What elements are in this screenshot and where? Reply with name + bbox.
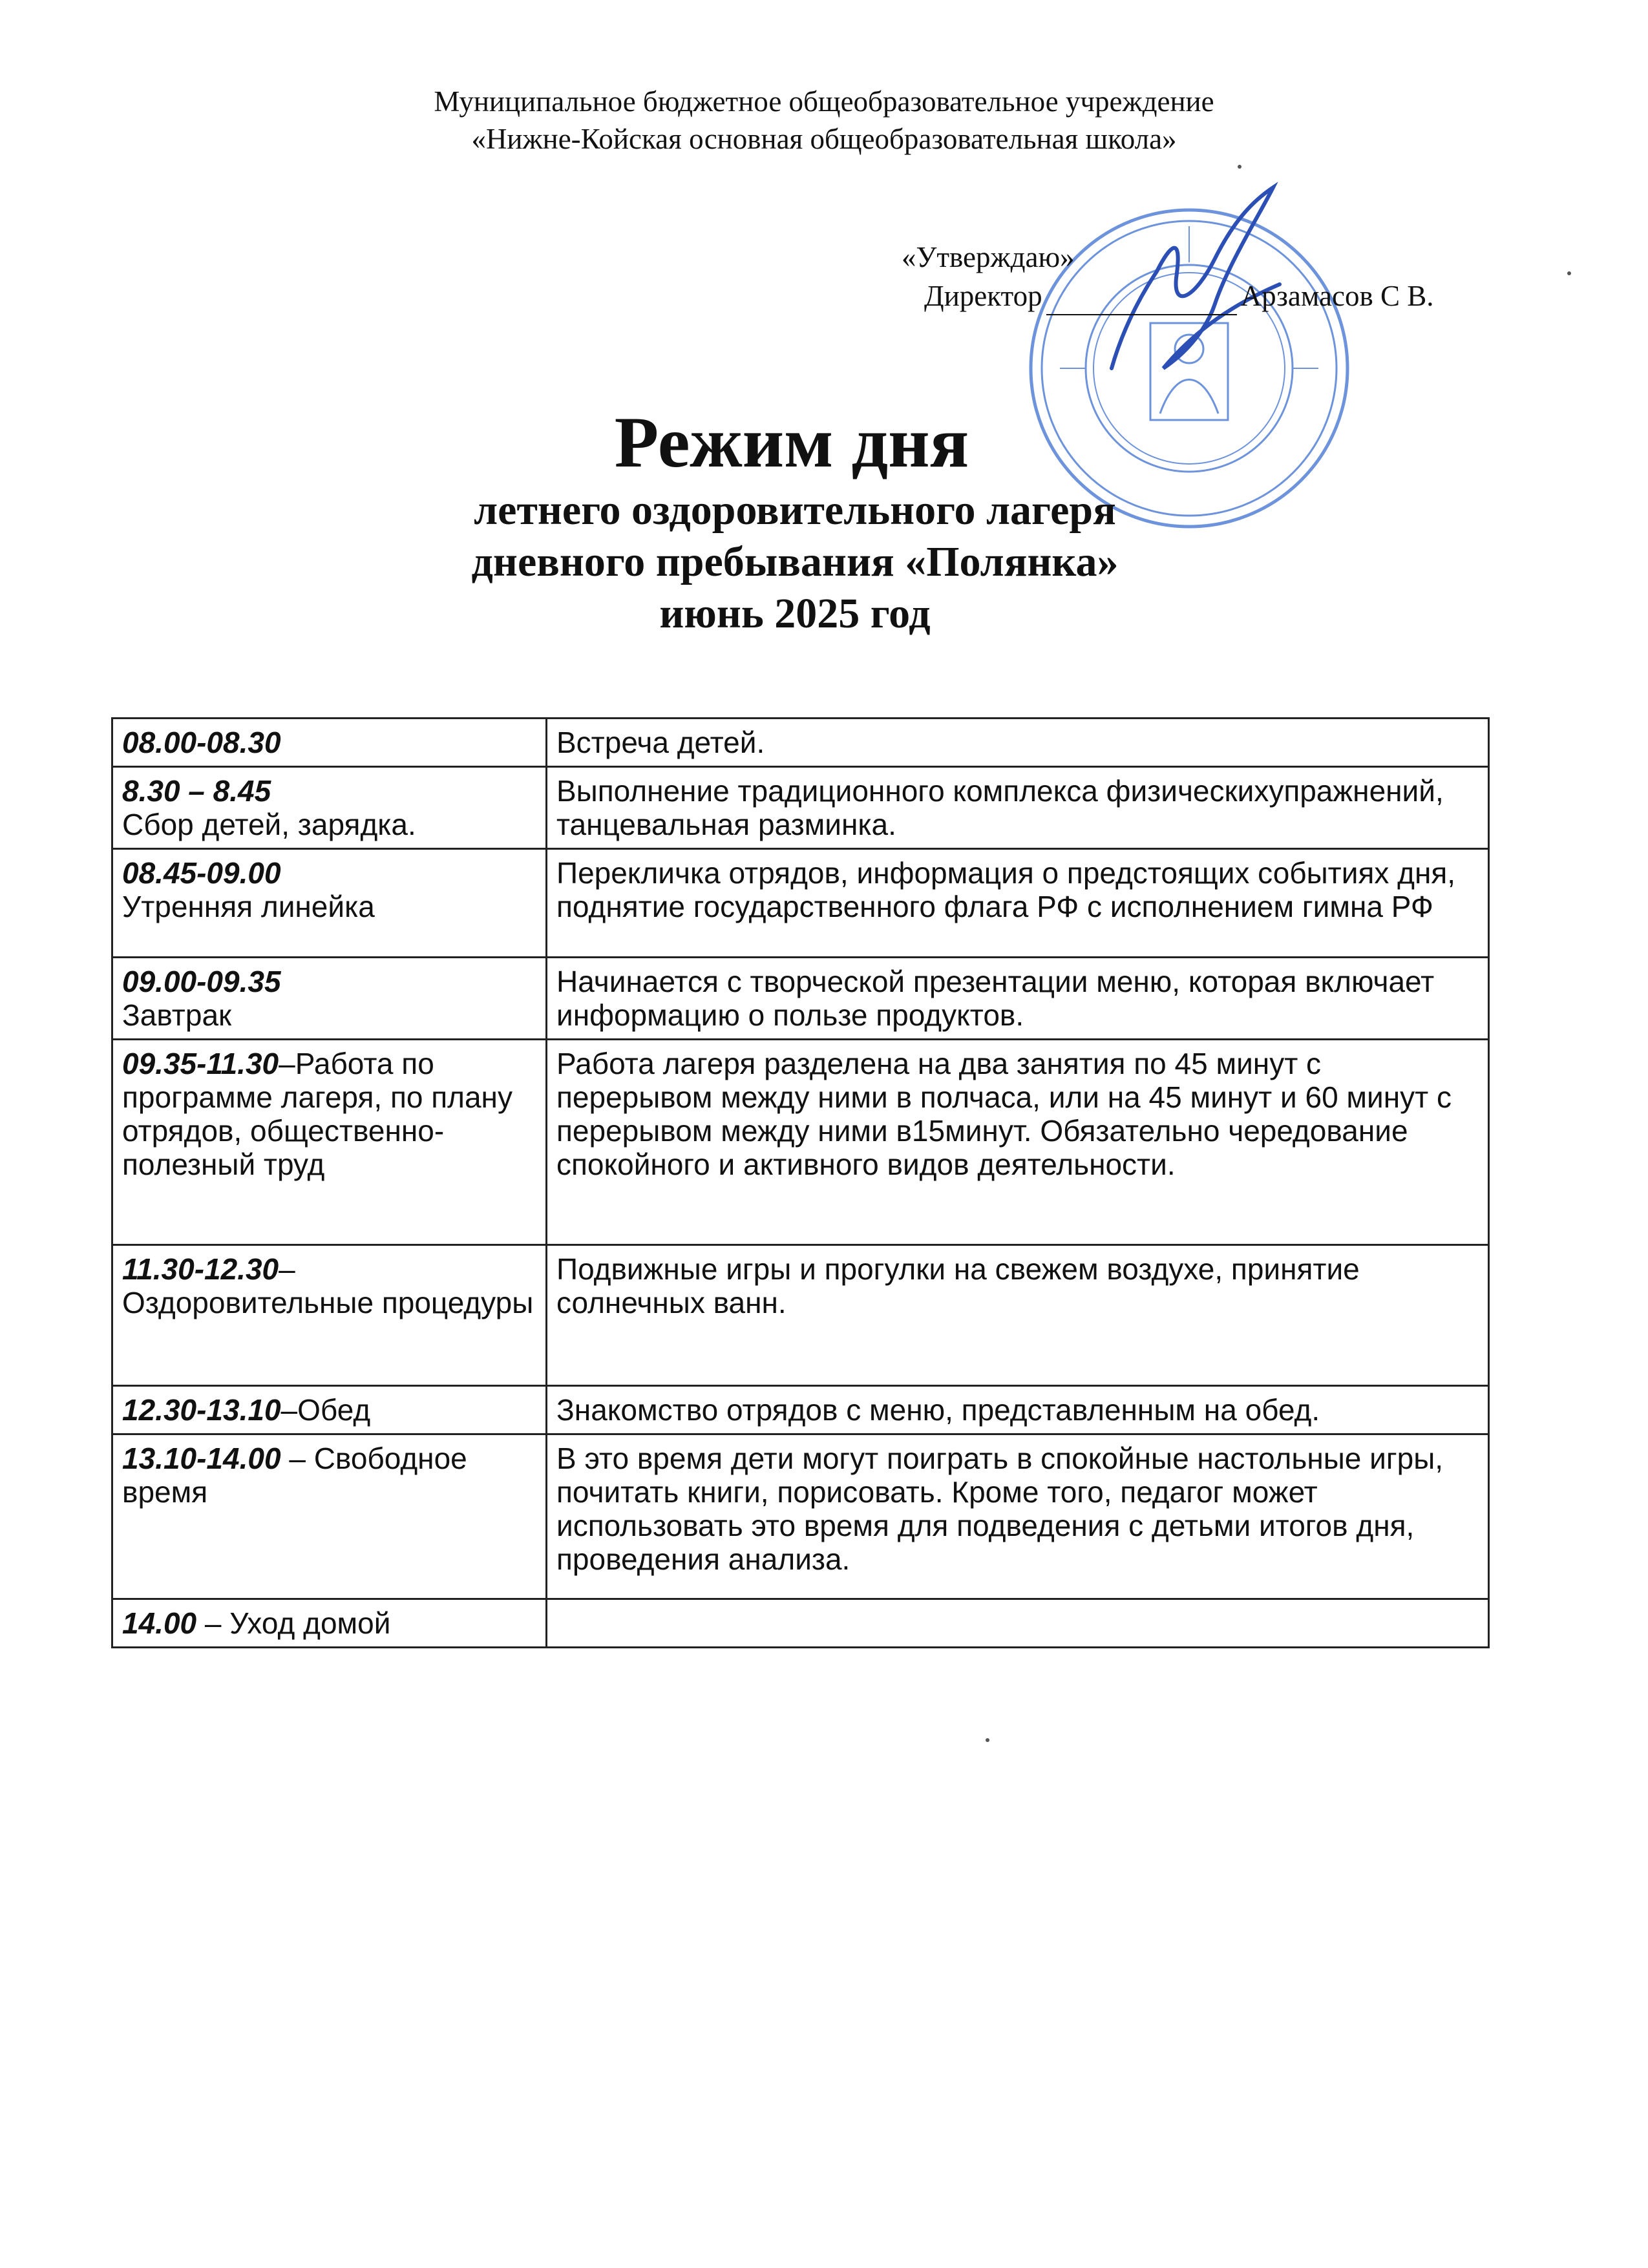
row-activity: Утренняя линейка — [122, 890, 375, 923]
time-cell — [112, 1386, 547, 1434]
table-row — [112, 1386, 1489, 1434]
time-cell — [112, 1040, 547, 1245]
time-cell — [112, 1599, 547, 1648]
row-time: 09.00-09.35 — [122, 965, 281, 998]
table-row — [112, 1040, 1489, 1245]
director-name: Арзамасов С В. — [1240, 280, 1434, 312]
row-time: 09.35-11.30 — [122, 1047, 279, 1080]
table-row — [112, 849, 1489, 958]
description-cell: В это время дети могут поиграть в спокойные настольные игры, почитать книги, порисовать. Кроме того, педагог может использовать это время для подведения с детьми итогов дня, проведения анализа. — [547, 1434, 1489, 1599]
row-time: 13.10-14.00 — [122, 1442, 281, 1475]
row-activity: Сбор детей, зарядка. — [122, 808, 416, 841]
table-row — [112, 958, 1489, 1040]
row-time: 08.45-09.00 — [122, 856, 281, 890]
table-row — [112, 767, 1489, 849]
description-cell: Подвижные игры и прогулки на свежем воздухе, принятие солнечных ванн. — [547, 1245, 1489, 1386]
time-cell — [112, 849, 547, 958]
time-cell — [112, 767, 547, 849]
description-cell: Знакомство отрядов с меню, представленным на обед. — [547, 1386, 1489, 1434]
row-time: 14.00 — [122, 1606, 197, 1640]
time-cell — [112, 1245, 547, 1386]
schedule-table — [111, 717, 1490, 1648]
approve-signature-line — [902, 277, 1434, 315]
scan-speck — [1238, 165, 1241, 169]
row-activity: Завтрак — [122, 998, 232, 1032]
org-line-1: Муниципальное бюджетное общеобразовательное учреждение — [434, 85, 1214, 118]
page-title: Режим дня — [614, 403, 969, 483]
row-time: 12.30-13.10 — [122, 1393, 281, 1427]
scan-speck — [986, 1738, 989, 1742]
time-cell — [112, 958, 547, 1040]
approve-label: «Утверждаю» — [902, 241, 1075, 273]
signature-underline — [1046, 288, 1237, 315]
row-time: 11.30-12.30 — [122, 1252, 279, 1286]
subtitle-line-3: июнь 2025 год — [659, 590, 931, 637]
approval-block — [902, 238, 1434, 315]
page-subtitle — [0, 485, 1590, 640]
description-cell: Начинается с творческой презентации меню, которая включает информацию о пользе продуктов. — [547, 958, 1489, 1040]
description-cell: Встреча детей. — [547, 719, 1489, 767]
table-row — [112, 719, 1489, 767]
row-time: 08.00-08.30 — [122, 726, 281, 759]
description-cell — [547, 1599, 1489, 1648]
row-activity: –Обед — [280, 1393, 371, 1427]
description-cell: Работа лагеря разделена на два занятия по 45 минут с перерывом между ними в полчаса, или на 45 минут и 60 минут с перерывом между ними в15минут. Обязательно чередование спокойного и активного видов деятельности. — [547, 1040, 1489, 1245]
table-row — [112, 1245, 1489, 1386]
description-cell: Перекличка отрядов, информация о предстоящих событиях дня, поднятие государственного флага РФ с исполнением гимна РФ — [547, 849, 1489, 958]
row-activity: –Работа по программе лагеря, по плану отрядов, общественно-полезный труд — [122, 1047, 512, 1181]
row-activity: – Оздоровительные процедуры — [122, 1252, 534, 1319]
subtitle-line-1: летнего оздоровительного лагеря — [474, 487, 1116, 534]
scan-speck — [1567, 271, 1571, 275]
row-time: 8.30 – 8.45 — [122, 774, 271, 808]
subtitle-line-2: дневного пребывания «Полянка» — [471, 538, 1119, 585]
director-position: Директор — [924, 280, 1042, 312]
table-row — [112, 1599, 1489, 1648]
row-activity: – Уход домой — [196, 1606, 391, 1640]
row-activity: – Свободное время — [122, 1442, 467, 1509]
time-cell — [112, 1434, 547, 1599]
org-line-2: «Нижне-Койская основная общеобразовательная школа» — [471, 123, 1177, 155]
table-row — [112, 1434, 1489, 1599]
organization-header — [0, 83, 1648, 158]
description-cell: Выполнение традиционного комплекса физическихупражнений, танцевальная разминка. — [547, 767, 1489, 849]
time-cell — [112, 719, 547, 767]
